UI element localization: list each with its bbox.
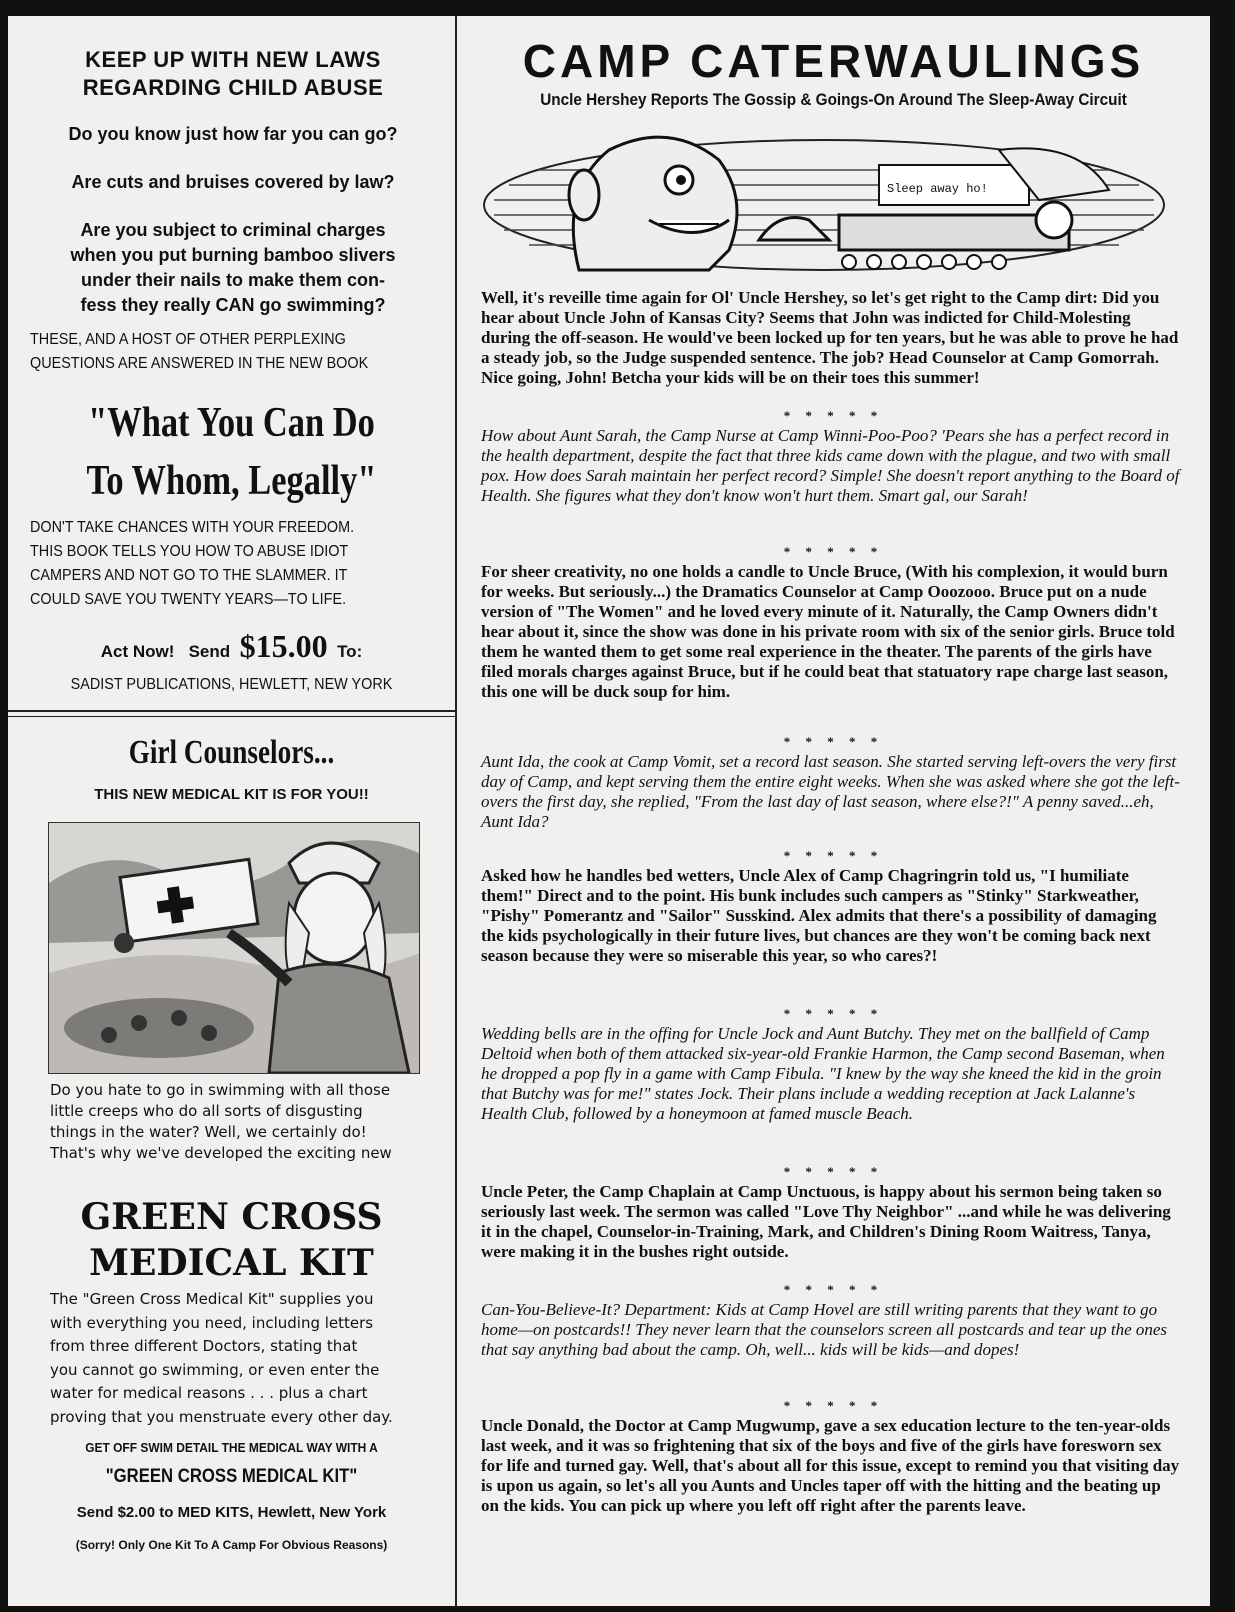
counselor-medical-kit-illustration — [48, 822, 420, 1074]
book-price: $15.00 — [239, 628, 328, 664]
ad1-book-title — [48, 394, 415, 510]
ad2-body-line: with everything you need, including letters — [50, 1313, 374, 1332]
ad2-title: Girl Counselors... — [128, 734, 335, 771]
separator-stars: * * * * * — [783, 544, 884, 559]
ad2-intro-line: That's why we've developed the exciting new — [50, 1144, 392, 1162]
separator-stars: * * * * * — [783, 734, 884, 749]
ad2-kit-title — [8, 1194, 455, 1286]
ad1-warning-line: CAMPERS AND NOT GO TO THE SLAMMER. IT — [30, 567, 348, 584]
ad1-perplexing-line: QUESTIONS ARE ANSWERED IN THE NEW BOOK — [30, 355, 369, 372]
magazine-page — [8, 16, 1210, 1606]
ad1-question: Are cuts and bruises covered by law? — [71, 172, 395, 192]
ad2-send-line: Send $2.00 to MED KITS, Hewlett, New York — [76, 1504, 387, 1521]
gossip-item: Can-You-Believe-It? Department: Kids at Camp Hovel are still writing parents that they want to go home—on postcards!! They never learn that the counselors screen all postcards and tear up the ones that say anything bad about the camp. Oh, well... kids will be kids—and dopes! — [481, 1300, 1168, 1359]
gossip-item: Aunt Ida, the cook at Camp Vomit, set a record last season. She started serving left-overs the very first day of Camp, and kept serving them the entire eight weeks. When she was asked where she got the left-overs the first day, she replied, "From the last day of last season, where else?!" A penny saved...eh, Aunt Ida? — [481, 752, 1180, 831]
ad2-intro — [50, 1080, 420, 1164]
ad2-body-line: The "Green Cross Medical Kit" supplies you — [50, 1290, 374, 1308]
ad2-get-off: GET OFF SWIM DETAIL THE MEDICAL WAY WITH A — [85, 1440, 378, 1455]
ad1-question: Do you know just how far you can go? — [68, 124, 398, 144]
gossip-item: How about Aunt Sarah, the Camp Nurse at Camp Winni-Poo-Poo? 'Pears she has a perfect record in the health department, despite the fact that three kids came down with the plague, and two with small pox. How does Sarah maintain her perfect record? Simple! She doesn't report anything to the Board of Health. She figures what they don't know won't hurt them. Smart gal, our Sarah! — [481, 426, 1180, 505]
separator-stars: * * * * * — [783, 1006, 884, 1021]
ad1-question-line: fess they really CAN go swimming? — [80, 295, 386, 315]
separator-stars: * * * * * — [783, 1164, 884, 1179]
ad-divider-thin — [8, 716, 455, 717]
ad1-warning-line: DON'T TAKE CHANCES WITH YOUR FREEDOM. — [30, 519, 355, 536]
ad1-headline — [28, 46, 438, 102]
column-title: CAMP CATERWAULINGS — [522, 35, 1145, 87]
ad2-intro-line: things in the water? Well, we certainly do! — [50, 1123, 367, 1141]
ad2-body-line: water for medical reasons . . . plus a chart — [50, 1384, 368, 1402]
ad2-kit-title-line: GREEN CROSS — [80, 1196, 383, 1238]
act-now-label: Act Now! — [100, 642, 175, 661]
ad2-body — [50, 1288, 420, 1429]
ad2-body-line: from three different Doctors, stating that — [50, 1337, 358, 1355]
ad2-subtitle: THIS NEW MEDICAL KIT IS FOR YOU!! — [94, 786, 369, 803]
gossip-item: Uncle Peter, the Camp Chaplain at Camp Unctuous, is happy about his sermon being taken so seriously last week. The sermon was called "Love Thy Neighbor" ...and while he was delivering it in the chapel, Counselor-in-Training, Mark, and Children's Dining Room Waitress, Tanya, were making it in the bushes right outside. — [481, 1182, 1171, 1261]
gossip-item: Uncle Donald, the Doctor at Camp Mugwump, gave a sex education lecture to the ten-year-olds last week, and it was so frightening that six of the boys and five of the girls have foresworn sex for life and turned gay. Well, that's about all for this issue, except to remind you that visiting day is upon us again, so let's all you Aunts and Uncles taper off with the hitting and the beating up on the kids. You can pick up where you left off right after the parents leave. — [481, 1416, 1180, 1515]
ad1-call-to-action — [8, 628, 455, 665]
typewriter-text: Sleep away ho! — [887, 182, 988, 196]
ad2-body-line: proving that you menstruate every other day. — [50, 1407, 393, 1426]
gossip-item: For sheer creativity, no one holds a candle to Uncle Bruce, (With his complexion, it would burn for weeks. But seriously...) the Dramatics Counselor at Camp Ooozooo. Bruce put on a nude version of "The Women" and he loved every minute of it. Naturally, the Camp Owners didn't hear about it, since the show was done in his private room with six of the senior girls. Bruce told them he wanted them to get some real experience in the theater. The parents of the girls have filed morals charges against Bruce, but if he could beat that statuatory rape charge last season, this one will be duck soup for him. — [481, 562, 1175, 701]
ad1-headline-line: KEEP UP WITH NEW LAWS — [85, 47, 381, 72]
ad2-intro-line: Do you hate to go in swimming with all those — [50, 1081, 391, 1099]
ad1-warning — [30, 516, 435, 612]
ad1-warning-line: THIS BOOK TELLS YOU HOW TO ABUSE IDIOT — [30, 543, 349, 560]
column-subtitle: Uncle Hershey Reports The Gossip & Goings-On Around The Sleep-Away Circuit — [540, 90, 1127, 109]
ad2-kit-title-line: MEDICAL KIT — [89, 1242, 374, 1284]
ad1-question-line: when you put burning bamboo slivers — [70, 245, 396, 265]
column-divider — [455, 16, 457, 1606]
ad2-kit-name: "GREEN CROSS MEDICAL KIT" — [105, 1466, 358, 1487]
ad1-question-line: under their nails to make them con- — [80, 270, 386, 290]
gossip-item: Wedding bells are in the offing for Uncle Jock and Aunt Butchy. They met on the ballfield of Camp Deltoid when both of them attacked six-year-old Frankie Harmon, the Camp second Baseman, when he dropped a pop fly in a game with Camp Fibula. "I knew by the way she kneed the kid in the groin that Butchy was for me!" states Jock. Their plans include a wedding reception at Jack Lalanne's Health Club, followed by a honeymoon at famed muscle Beach. — [481, 1024, 1165, 1123]
ad1-publisher: SADIST PUBLICATIONS, HEWLETT, NEW YORK — [70, 676, 393, 693]
ad-divider — [8, 710, 455, 712]
ad1-headline-line: REGARDING CHILD ABUSE — [82, 75, 384, 100]
ad1-book-title-line: To Whom, Legally" — [86, 458, 377, 504]
ad2-body-line: you cannot go swimming, or even enter the — [50, 1360, 380, 1379]
gossip-item: Asked how he handles bed wetters, Uncle Alex of Camp Chagringrin told us, "I humiliate them!" Direct and to the point. His bunk includes such campers as "Stinky" Starkweather, "Pishy" Pomerantz and "Sailor" Susskind. Alex admits that there's a possibility of damaging the kids psychologically in their future lives, but chances are they won't be coming back next season because they were so miserable this year, so who cares?! — [481, 866, 1157, 965]
ad1-question-line: Are you subject to criminal charges — [80, 220, 386, 240]
ad1-warning-line: COULD SAVE YOU TWENTY YEARS—TO LIFE. — [30, 591, 347, 608]
ad2-disclaimer: (Sorry! Only One Kit To A Camp For Obvious Reasons) — [75, 1538, 388, 1552]
ad1-perplexing — [30, 328, 435, 376]
separator-stars: * * * * * — [783, 1398, 884, 1413]
ad1-book-title-line: "What You Can Do — [88, 400, 375, 446]
gossip-item: Well, it's reveille time again for Ol' Uncle Hershey, so let's get right to the Camp dirt: Did you hear about Uncle John of Kansas City? Seems that John was indicted for Child-Molesting during the off-season. He would've been locked up for ten years, but he was able to prove he had a steady job, so the Judge suspended sentence. The job? Head Counselor at Camp Gomorrah. Nice going, John! Betcha your kids will be on their toes this summer! — [481, 288, 1179, 387]
ad1-perplexing-line: THESE, AND A HOST OF OTHER PERPLEXING — [30, 331, 346, 348]
send-label: Send — [188, 642, 231, 661]
ad2-intro-line: little creeps who do all sorts of disgusting — [50, 1102, 363, 1120]
uncle-hershey-typewriter-illustration — [479, 120, 1169, 280]
to-label: To: — [337, 642, 363, 661]
separator-stars: * * * * * — [783, 848, 884, 863]
separator-stars: * * * * * — [783, 408, 884, 423]
ad1-question-block — [38, 218, 428, 318]
separator-stars: * * * * * — [783, 1282, 884, 1297]
